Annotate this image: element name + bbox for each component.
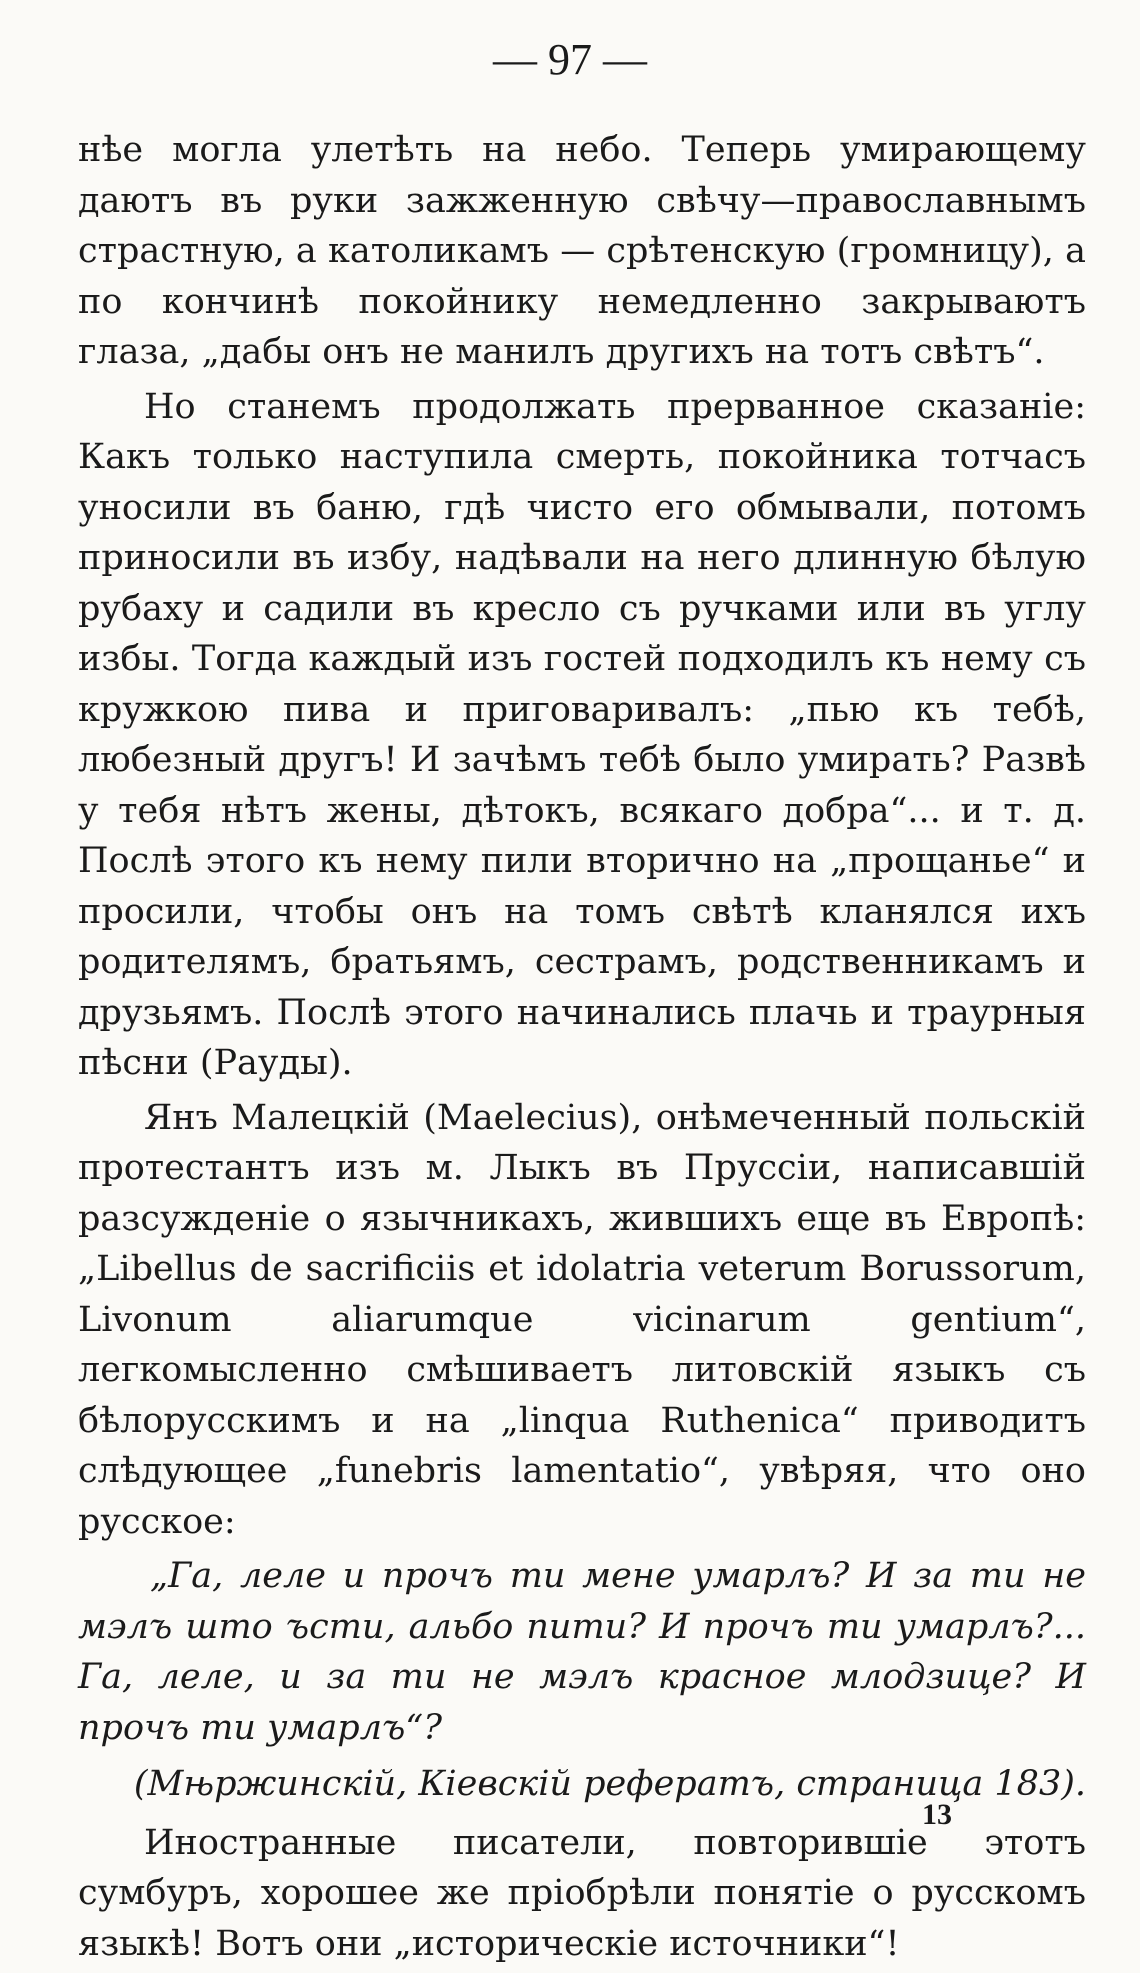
paragraph-4: Иностранные писатели, повторившіе этотъ сумбуръ, хорошее же пріобрѣли понятіе о русскомъ языкѣ! Вотъ они „историческіе источники“!: [78, 1822, 1086, 1964]
citation: (Мњржинскій, Кіевскій рефератъ, страница 183).: [133, 1764, 1086, 1804]
signature-mark: 13: [922, 1798, 952, 1831]
lament-quote: „Га, леле и прочъ ти мене умарлъ? И за ти не мэлъ што ъсти, альбо пити? И прочъ ти умарлъ?... Га, леле, и за ти не мэлъ красное млодзице? И прочъ ти умарлъ“?: [78, 1556, 1086, 1748]
paragraph-2: Но станемъ продолжать прерванное сказаніе: Какъ только наступила смерть, покойника тотчасъ уносили въ баню, гдѣ чисто его обмывали, потомъ приносили въ избу, надѣвали на него длинную бѣлую рубаху и садили въ кресло съ ручками или въ углу избы. Тогда каждый изъ гостей подходилъ къ нему съ кружкою пива и приговаривалъ: „пью къ тебѣ, любезный другъ! И зачѣмъ тебѣ было умирать? Развѣ у тебя нѣтъ жены, дѣтокъ, всякаго добра“... и т. д. Послѣ этого къ нему пили вторично на „прощанье“ и просили, чтобы онъ на томъ свѣтѣ кланялся ихъ родителямъ, братьямъ, сестрамъ, родственникамъ и друзьямъ. Послѣ этого начинались плачь и траурныя пѣсни (Рауды).: [78, 386, 1086, 1083]
body-text: [78, 125, 1086, 1973]
page-number: — 97 —: [493, 35, 647, 84]
paragraph-1: нѣе могла улетѣть на небо. Теперь умирающему даютъ въ руки зажженную свѣчу—православнымъ страстную, а католикамъ — срѣтенскую (громницу), а по кончинѣ покойнику немедленно закрываютъ глаза, „дабы онъ не манилъ другихъ на тотъ свѣтъ“.: [78, 130, 1086, 372]
paragraph-3: Янъ Малецкій (Maelecius), онѣмеченный польскій протестантъ изъ м. Лыкъ въ Пруссіи, написавшій разсужденіе о язычникахъ, жившихъ еще въ Европѣ: „Libellus de sacrificiis et idolatria veterum Borussorum, Livonum aliarumque vicinarum gentium“, легкомысленно смѣшиваетъ литовскій языкъ съ бѣлорусскимъ и на „linqua Ruthenica“ приводитъ слѣдующее „funebris lamentatio“, увѣряя, что оно русское:: [78, 1097, 1086, 1542]
